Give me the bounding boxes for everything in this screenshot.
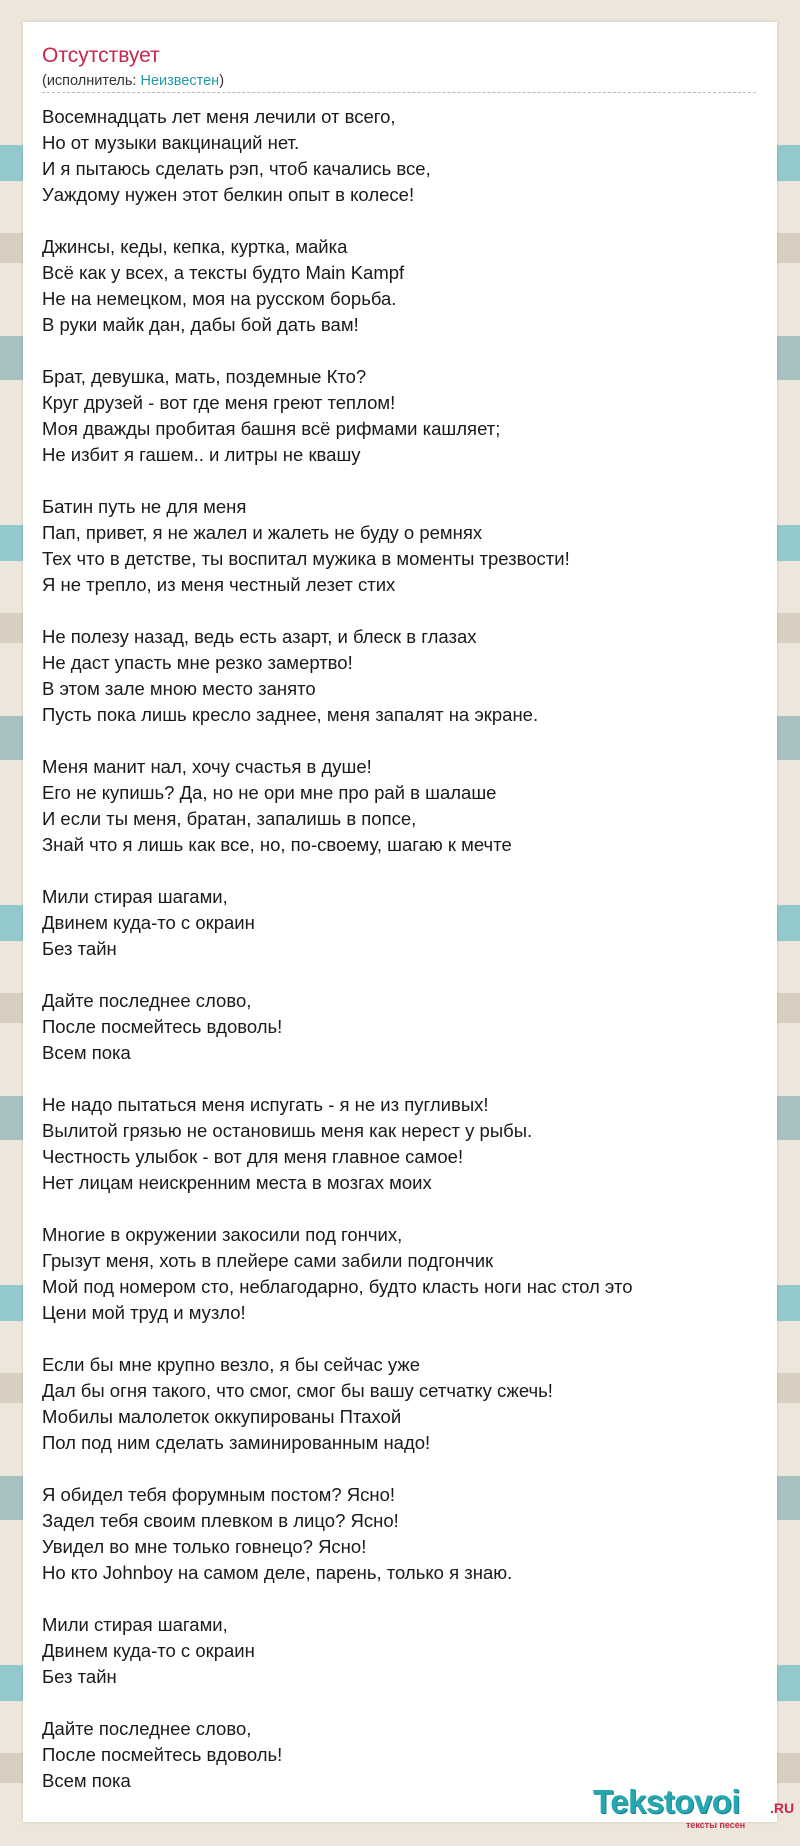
- lyrics-line: Уаждому нужен этот белкин опыт в колесе!: [42, 184, 415, 205]
- lyrics-line: Нет лицам неискренним места в мозгах моих: [42, 1172, 432, 1193]
- lyrics-line: В этом зале мною место занято: [42, 678, 316, 699]
- lyrics-line: Всем пока: [42, 1042, 131, 1063]
- lyrics-stanza: [42, 1222, 772, 1326]
- lyrics-line: Круг друзей - вот где меня греют теплом!: [42, 392, 396, 413]
- lyrics-line: Дал бы огня такого, что смог, смог бы вашу сетчатку сжечь!: [42, 1380, 553, 1401]
- lyrics-stanza: [42, 754, 772, 858]
- lyrics-line: Увидел во мне только говнецо? Ясно!: [42, 1536, 367, 1557]
- lyrics-line: Джинсы, кеды, кепка, куртка, майка: [42, 236, 348, 257]
- lyrics-line: Батин путь не для меня: [42, 496, 247, 517]
- lyrics-card: [23, 22, 795, 1830]
- lyrics-line: Мой под номером сто, неблагодарно, будто класть ноги нас стол это: [42, 1276, 633, 1297]
- lyrics-line: Восемнадцать лет меня лечили от всего,: [42, 106, 396, 127]
- logo-wordmark: Tekstovoi: [593, 1783, 741, 1820]
- lyrics-line: Задел тебя своим плевком в лицо? Ясно!: [42, 1510, 399, 1531]
- lyrics-line: Не даст упасть мне резко замертво!: [42, 652, 353, 673]
- lyrics-line: После посмейтесь вдоволь!: [42, 1016, 283, 1037]
- lyrics-line: Многие в окружении закосили под гончих,: [42, 1224, 403, 1245]
- lyrics-line: Брат, девушка, мать, поздемные Кто?: [42, 366, 367, 387]
- lyrics-line: Тех что в детстве, ты воспитал мужика в моменты трезвости!: [42, 548, 570, 569]
- lyrics-stanza: [42, 1092, 772, 1196]
- lyrics-stanza: [42, 988, 772, 1066]
- lyrics-line: Без тайн: [42, 1666, 117, 1687]
- lyrics-line: Всё как у всех, а тексты будто Main Kampf: [42, 262, 405, 283]
- lyrics-line: Но кто Johnboy на самом деле, парень, только я знаю.: [42, 1562, 513, 1583]
- lyrics-line: Меня манит нал, хочу счастья в душе!: [42, 756, 372, 777]
- lyrics-line: Пусть пока лишь кресло заднее, меня запалят на экране.: [42, 704, 539, 725]
- lyrics-stanza: [42, 364, 772, 468]
- lyrics-line: Его не купишь? Да, но не ори мне про рай в шалаше: [42, 782, 497, 803]
- lyrics-line: Если бы мне крупно везло, я бы сейчас уже: [42, 1354, 420, 1375]
- lyrics-line: Пап, привет, я не жалел и жалеть не буду о ремнях: [42, 522, 483, 543]
- lyrics-stanza: [42, 884, 772, 962]
- lyrics-line: Не на немецком, моя на русском борьба.: [42, 288, 397, 309]
- lyrics-line: Не надо пытаться меня испугать - я не из пугливых!: [42, 1094, 489, 1115]
- lyrics-line: Без тайн: [42, 938, 117, 959]
- lyrics-stanza: [42, 234, 772, 338]
- lyrics-line: Дайте последнее слово,: [42, 990, 252, 1011]
- lyrics-line: Честность улыбок - вот для меня главное самое!: [42, 1146, 464, 1167]
- lyrics-line: Я не трепло, из меня честный лезет стих: [42, 574, 396, 595]
- artist-suffix: ): [219, 73, 225, 89]
- lyrics-stanza: [42, 104, 772, 208]
- lyrics-line: Грызут меня, хоть в плейере сами забили подгончик: [42, 1250, 494, 1271]
- lyrics-stanza: [42, 1352, 772, 1456]
- lyrics-line: И я пытаюсь сделать рэп, чтоб качались все,: [42, 158, 431, 179]
- logo-tld: .RU: [770, 1800, 795, 1816]
- lyrics-line: Двинем куда-то с окраин: [42, 1640, 255, 1661]
- lyrics-line: Мобилы малолеток оккупированы Птахой: [42, 1406, 402, 1427]
- song-title: Отсутствует: [42, 44, 160, 67]
- lyrics-stanza: [42, 624, 772, 728]
- lyrics-text: [42, 104, 772, 1794]
- lyrics-line: Моя дважды пробитая башня всё рифмами кашляет;: [42, 418, 501, 439]
- artist-prefix: (исполнитель:: [42, 73, 141, 89]
- lyrics-line: Не полезу назад, ведь есть азарт, и блеск в глазах: [42, 626, 477, 647]
- lyrics-line: Пол под ним сделать заминированным надо!: [42, 1432, 431, 1453]
- lyrics-line: Я обидел тебя форумным постом? Ясно!: [42, 1484, 396, 1505]
- lyrics-line: Знай что я лишь как все, но, по-своему, шагаю к мечте: [42, 834, 512, 855]
- artist-line: [42, 72, 224, 90]
- lyrics-stanza: [42, 1612, 772, 1690]
- dashed-divider: [42, 92, 756, 93]
- lyrics-line: Всем пока: [42, 1770, 131, 1791]
- lyrics-line: Не избит я гашем.. и литры не квашу: [42, 444, 361, 465]
- lyrics-line: И если ты меня, братан, запалишь в попсе,: [42, 808, 417, 829]
- lyrics-line: В руки майк дан, дабы бой дать вам!: [42, 314, 359, 335]
- lyrics-line: Двинем куда-то с окраин: [42, 912, 255, 933]
- lyrics-line: Цени мой труд и музло!: [42, 1302, 246, 1323]
- site-logo[interactable]: [593, 1784, 793, 1832]
- lyrics-stanza: [42, 1482, 772, 1586]
- logo-tagline: тексты песен: [686, 1820, 746, 1830]
- lyrics-line: Но от музыки вакцинаций нет.: [42, 132, 300, 153]
- lyrics-line: Мили стирая шагами,: [42, 1614, 228, 1635]
- lyrics-stanza: [42, 494, 772, 598]
- lyrics-line: Дайте последнее слово,: [42, 1718, 252, 1739]
- lyrics-line: После посмейтесь вдоволь!: [42, 1744, 283, 1765]
- lyrics-line: Вылитой грязью не остановишь меня как нерест у рыбы.: [42, 1120, 533, 1141]
- lyrics-line: Мили стирая шагами,: [42, 886, 228, 907]
- artist-link[interactable]: Неизвестен: [140, 73, 220, 89]
